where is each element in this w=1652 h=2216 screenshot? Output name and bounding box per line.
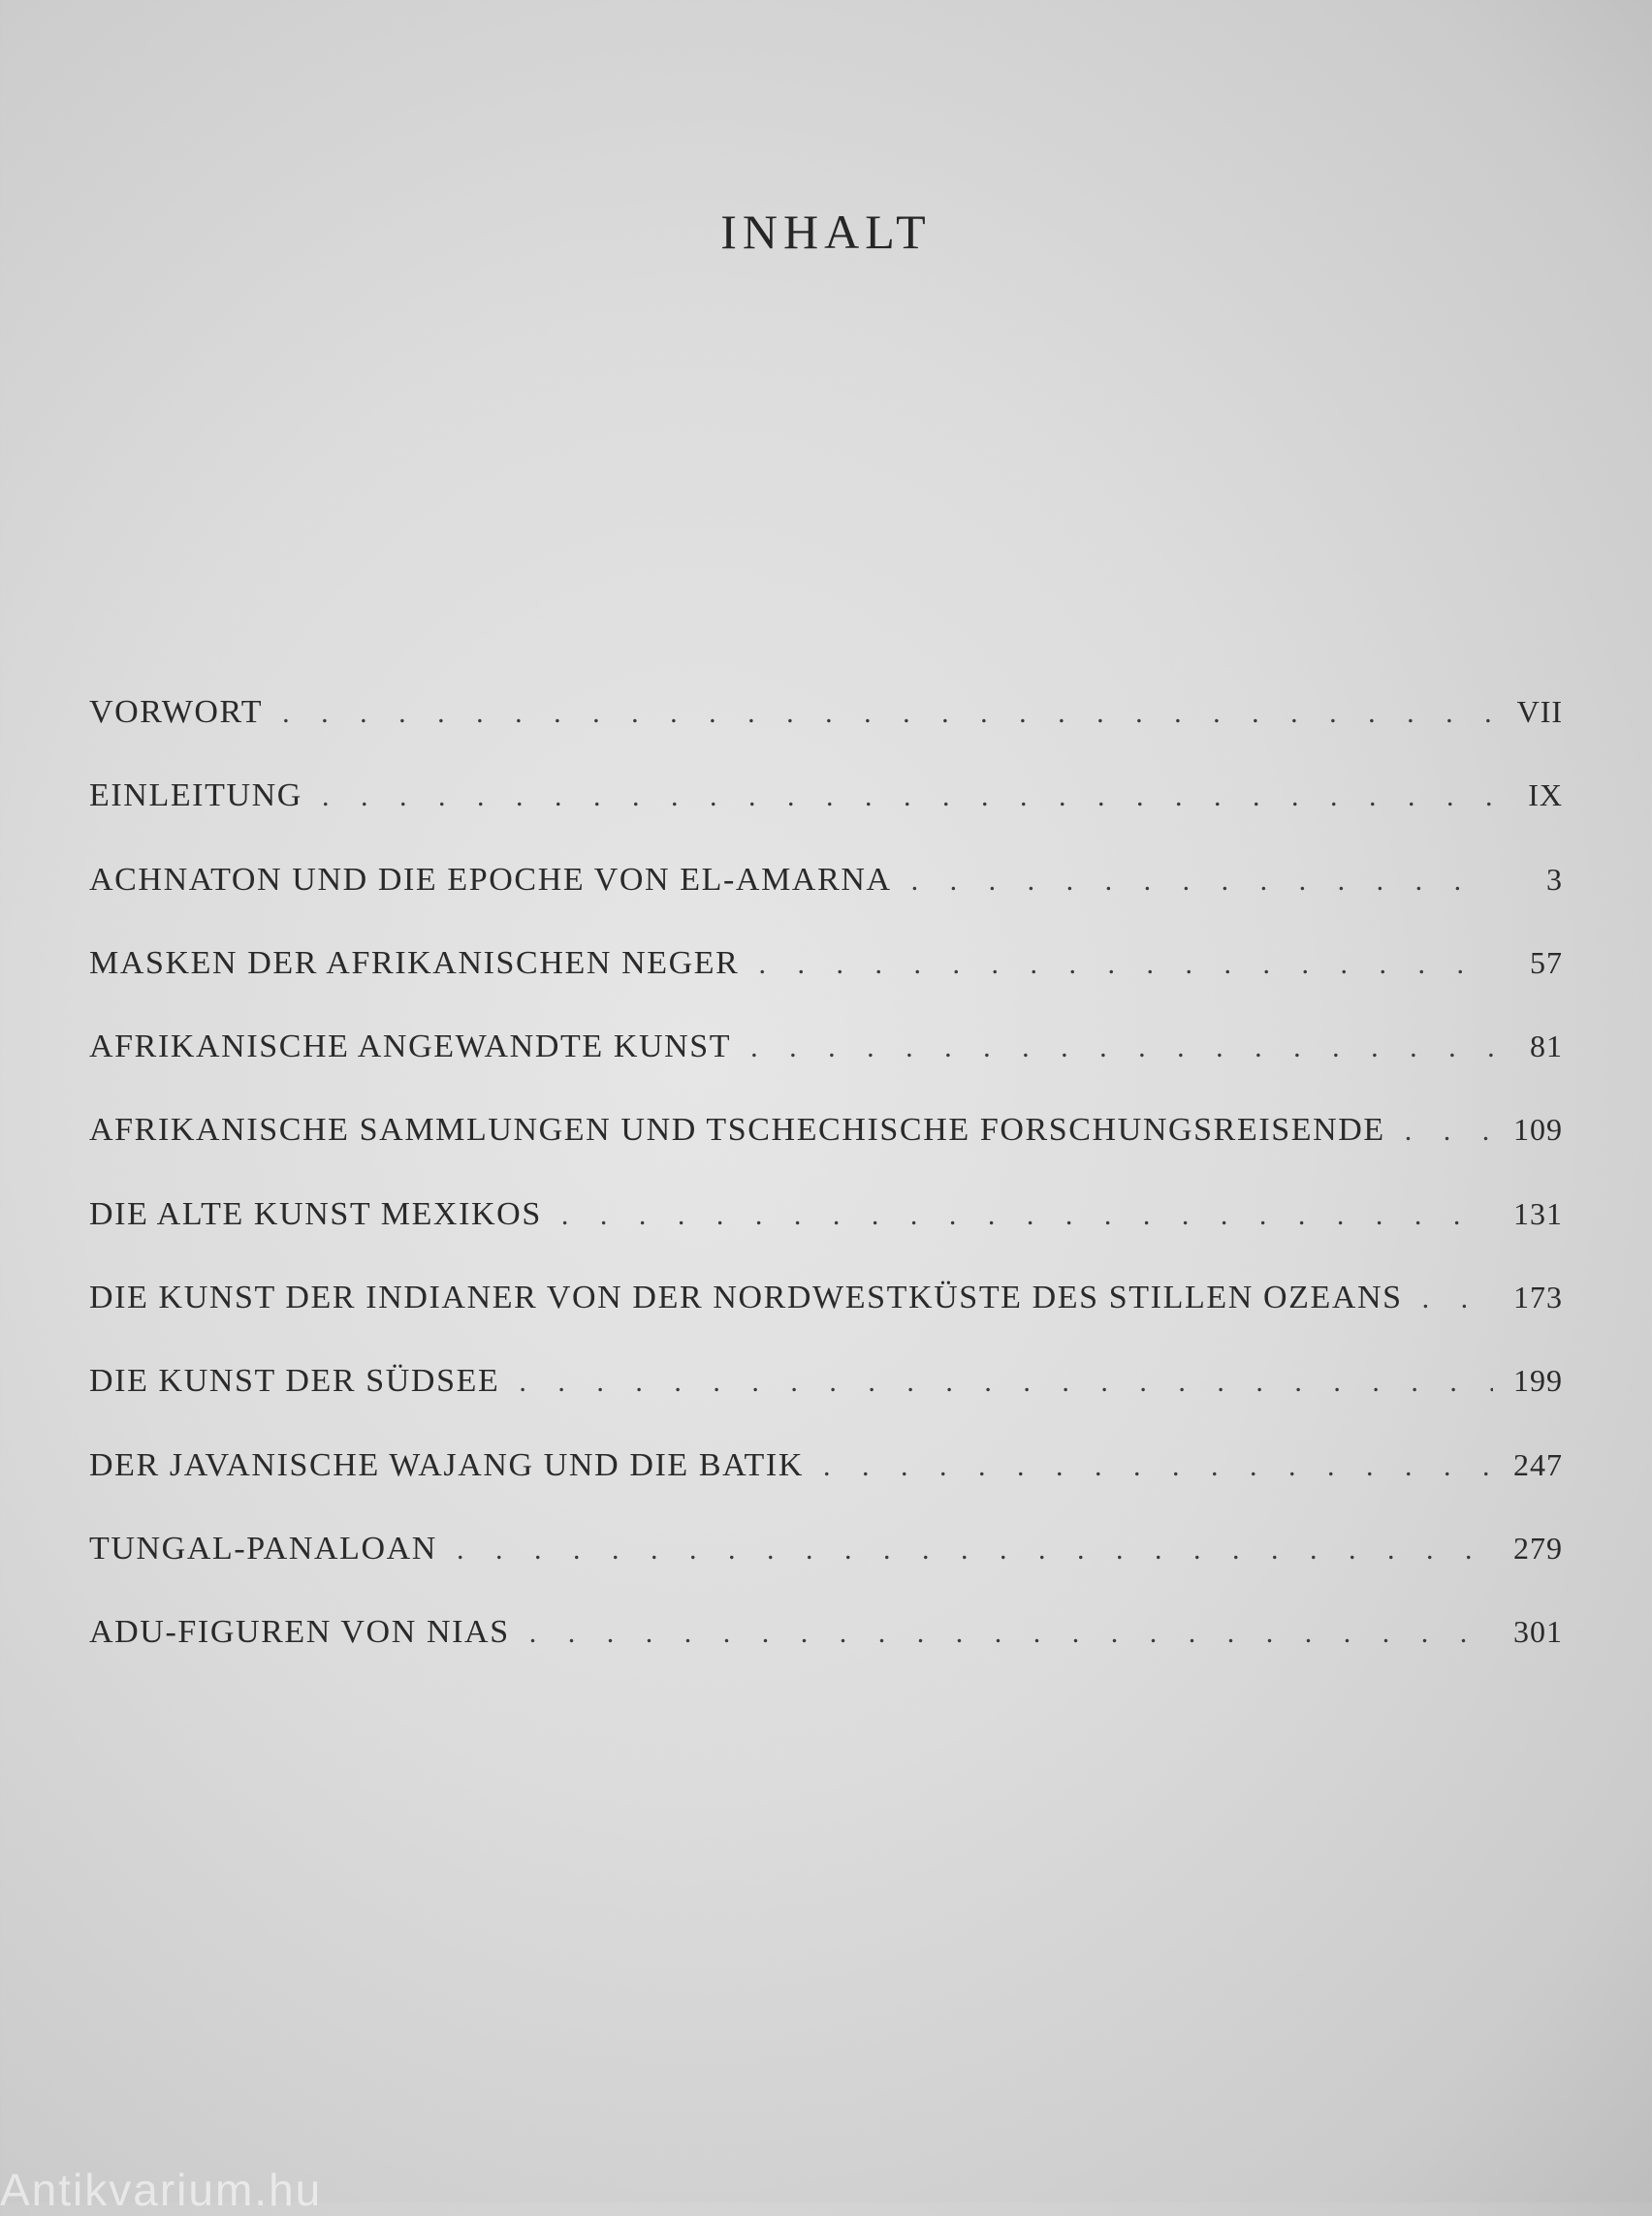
dot-leader [282, 697, 1493, 730]
toc-entry[interactable] [89, 945, 1563, 1029]
table-of-contents [89, 694, 1563, 1698]
toc-entry-title: DIE KUNST DER INDIANER VON DER NORDWESTKÜSTE DES STILLEN OZEANS [89, 1280, 1403, 1316]
toc-entry-page-number: 3 [1546, 861, 1563, 897]
toc-entry-title: TUNGAL-PANALOAN [89, 1530, 437, 1567]
toc-entry[interactable] [89, 862, 1563, 945]
toc-entry-page-number: 279 [1513, 1530, 1563, 1566]
toc-entry-page-number: 199 [1513, 1363, 1563, 1399]
toc-entry-title: AFRIKANISCHE ANGEWANDTE KUNST [89, 1029, 732, 1065]
toc-entry-page-number: 131 [1513, 1195, 1563, 1231]
toc-entry-page-number: 81 [1530, 1029, 1563, 1064]
toc-entry[interactable] [89, 1112, 1563, 1195]
dot-leader [911, 865, 1493, 898]
toc-entry[interactable] [89, 1531, 1563, 1614]
toc-entry-title: DER JAVANISCHE WAJANG UND DIE BATIK [89, 1446, 804, 1483]
toc-entry-title: VORWORT [89, 694, 264, 730]
toc-entry-title: AFRIKANISCHE SAMMLUNGEN UND TSCHECHISCHE FORSCHUNGSREISENDE [89, 1112, 1385, 1149]
dot-leader [322, 780, 1493, 813]
toc-entry[interactable] [89, 1447, 1563, 1531]
toc-entry-page-number: 247 [1513, 1446, 1563, 1482]
toc-entry[interactable] [89, 777, 1563, 861]
dot-leader [750, 1031, 1493, 1064]
toc-entry-title: ADU-FIGUREN VON NIAS [89, 1614, 510, 1651]
watermark: Antikvarium.hu [0, 2165, 323, 2215]
dot-leader [457, 1534, 1493, 1567]
toc-entry[interactable] [89, 1614, 1563, 1697]
dot-leader [823, 1450, 1493, 1483]
page-title: INHALT [720, 205, 932, 259]
toc-entry-page-number: 301 [1513, 1614, 1563, 1650]
dot-leader [519, 1366, 1493, 1399]
dot-leader [1405, 1115, 1493, 1148]
toc-entry[interactable] [89, 1196, 1563, 1280]
toc-entry-title: MASKEN DER AFRIKANISCHEN NEGER [89, 944, 740, 981]
toc-entry-page-number: VII [1516, 694, 1563, 729]
dot-leader [1422, 1282, 1493, 1315]
toc-entry-page-number: 109 [1513, 1112, 1563, 1148]
toc-entry[interactable] [89, 694, 1563, 777]
toc-entry[interactable] [89, 1280, 1563, 1363]
dot-leader [561, 1199, 1493, 1232]
toc-entry-page-number: 173 [1513, 1280, 1563, 1315]
dot-leader [758, 948, 1493, 981]
dot-leader [529, 1617, 1493, 1650]
toc-entry-title: ACHNATON UND DIE EPOCHE VON EL-AMARNA [89, 861, 892, 898]
toc-entry[interactable] [89, 1363, 1563, 1446]
toc-entry-title: DIE KUNST DER SÜDSEE [89, 1363, 500, 1400]
toc-entry-title: EINLEITUNG [89, 777, 302, 814]
toc-entry-page-number: 57 [1530, 944, 1563, 980]
toc-entry-page-number: IX [1528, 777, 1563, 813]
toc-entry[interactable] [89, 1029, 1563, 1112]
toc-entry-title: DIE ALTE KUNST MEXIKOS [89, 1195, 542, 1232]
